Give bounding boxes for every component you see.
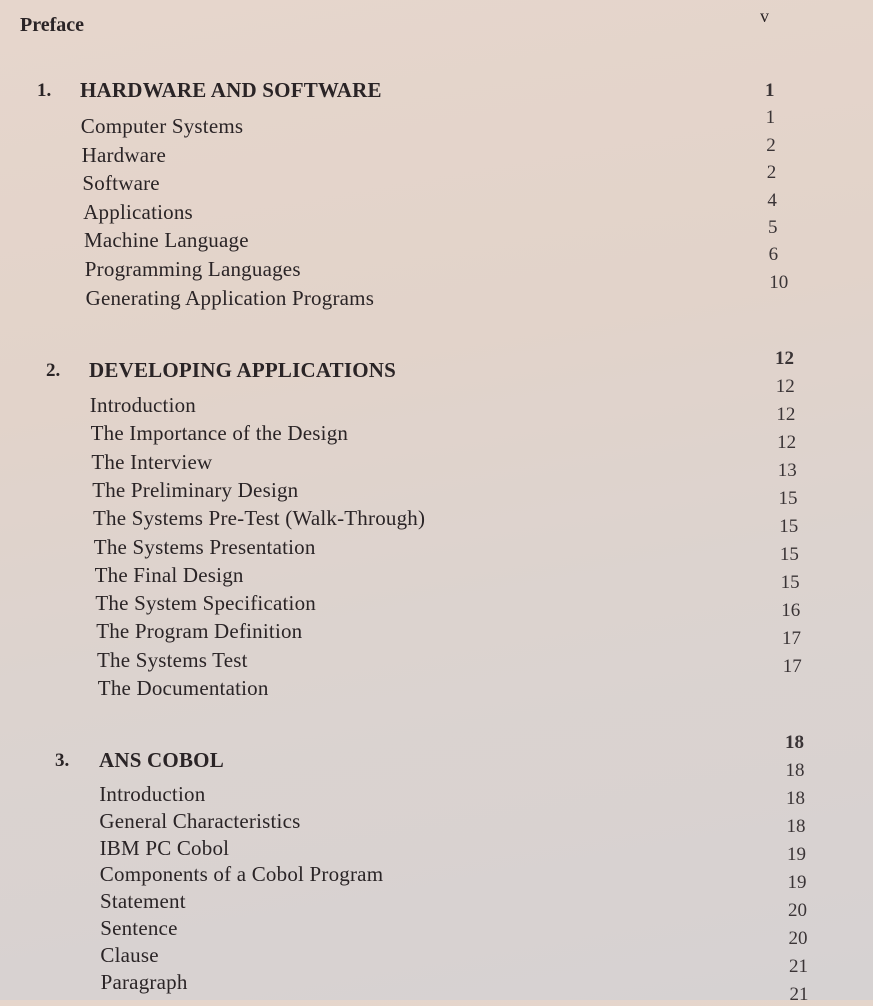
toc-entry-page: 16	[781, 600, 801, 621]
toc-entry: Hardware	[81, 142, 166, 167]
toc-entry-page: 19	[787, 844, 806, 865]
toc-entry: Paragraph	[100, 969, 188, 994]
toc-entry: Machine Language	[84, 228, 249, 253]
toc-entry-page: 2	[766, 162, 777, 184]
toc-entry-page: 15	[779, 516, 799, 537]
toc-entry: Software	[82, 171, 160, 196]
toc-entry: The Final Design	[94, 562, 244, 587]
toc-entry-page: 1	[765, 107, 776, 129]
chapter-title: DEVELOPING APPLICATIONS	[89, 358, 397, 382]
toc-entry-page: 17	[782, 628, 801, 649]
toc-entry: Generating Application Programs	[85, 285, 375, 310]
toc-entry: Clause	[100, 942, 159, 967]
toc-entry-page: 15	[780, 572, 800, 593]
toc-entry-page: 18	[785, 760, 805, 781]
toc-entry: The Importance of the Design	[90, 421, 349, 446]
toc-entry-page: 13	[777, 460, 797, 481]
toc-entry: The Program Definition	[96, 619, 303, 644]
toc-entry-page: 12	[776, 404, 796, 425]
toc-entry-page: 6	[768, 244, 779, 266]
toc-entry-page: 21	[789, 984, 809, 1005]
toc-entry: Statement	[100, 889, 186, 914]
toc-entry: Computer Systems	[80, 114, 244, 138]
chapter-title: HARDWARE AND SOFTWARE	[80, 78, 382, 102]
toc-entry: The Documentation	[97, 676, 269, 700]
toc-entry-page: 12	[775, 376, 795, 397]
toc-entry: Components of a Cobol Program	[99, 862, 384, 887]
chapter-page: 1	[765, 80, 775, 101]
toc-entry-page: 17	[782, 656, 802, 677]
toc-entry-page: 21	[789, 956, 808, 977]
chapter-title: ANS COBOL	[99, 748, 224, 772]
toc-entry: The Systems Presentation	[93, 534, 316, 559]
chapter-number: 2.	[46, 360, 61, 381]
chapter-number: 3.	[55, 750, 70, 771]
toc-entry: Introduction	[99, 782, 206, 806]
preface-label: Preface	[20, 14, 85, 36]
toc-entry: The Interview	[91, 449, 213, 474]
toc-entry-page: 18	[786, 816, 806, 837]
toc-entry: Sentence	[100, 916, 178, 940]
toc-entry-page: 5	[768, 217, 778, 238]
toc-entry: Programming Languages	[84, 257, 301, 281]
toc-entry-page: 4	[767, 189, 777, 211]
toc-entry-page: 19	[787, 872, 807, 893]
toc-entry-page: 12	[777, 432, 797, 453]
toc-entry-page: 18	[786, 788, 805, 809]
chapter-number: 1.	[37, 80, 52, 101]
toc-entry-page: 15	[779, 544, 799, 565]
preface-page: v	[760, 6, 769, 26]
toc-entry: Introduction	[89, 393, 197, 417]
toc-entry: The Systems Test	[97, 647, 248, 672]
chapter-page: 12	[775, 348, 794, 369]
toc-entry: The System Specification	[95, 591, 316, 616]
toc-entry-page: 20	[788, 900, 807, 921]
toc-entry: General Characteristics	[99, 808, 301, 833]
toc-entry: The Preliminary Design	[92, 477, 299, 502]
toc-entry-page: 15	[778, 488, 798, 509]
chapter-page: 18	[785, 732, 804, 753]
toc-entry: The Systems Pre-Test (Walk-Through)	[93, 506, 426, 531]
toc-entry-page: 2	[766, 134, 776, 156]
toc-entry-page: 10	[769, 271, 789, 293]
toc-entry-page: 20	[788, 928, 808, 949]
toc-entry: IBM PC Cobol	[99, 835, 230, 860]
toc-entry: Applications	[83, 199, 193, 224]
